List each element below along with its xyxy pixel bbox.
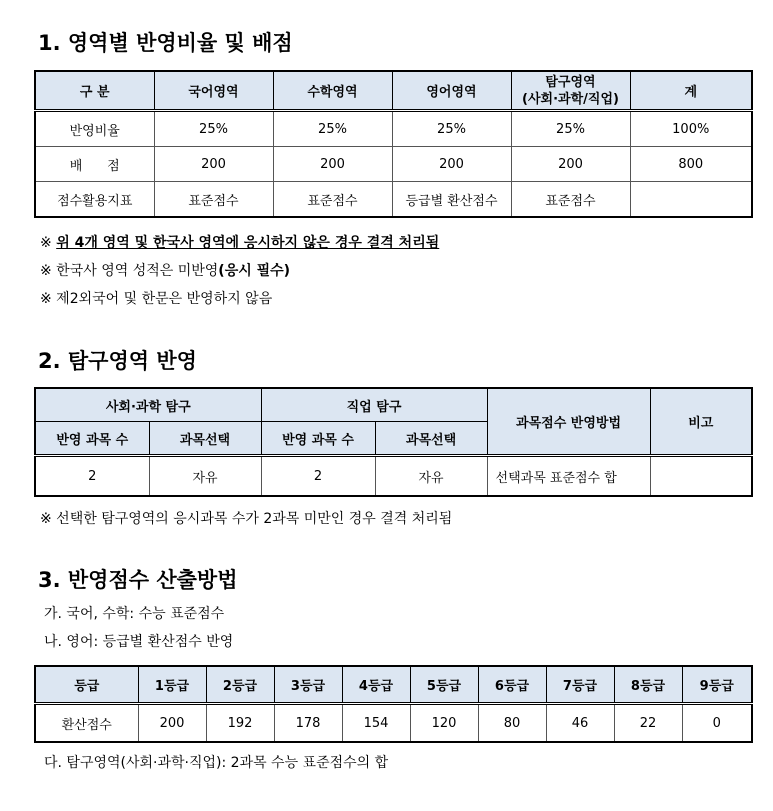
- row-label: 배 점: [35, 147, 154, 182]
- line-inquiry: 다. 탐구영역(사회·과학·직업): 2과목 수능 표준점수의 합: [44, 755, 389, 771]
- header-grade-7: 7등급: [546, 666, 614, 704]
- cell: 표준점수: [511, 182, 630, 218]
- header-subject-count: 반영 과목 수: [35, 422, 149, 456]
- cell: 192: [206, 704, 274, 743]
- cell: 200: [392, 147, 511, 182]
- row-label: 점수활용지표: [35, 182, 154, 218]
- cell: 200: [154, 147, 273, 182]
- note-disqualification: [40, 232, 439, 252]
- header-grade-3: 3등급: [274, 666, 342, 704]
- cell: 200: [511, 147, 630, 182]
- cell: 2: [35, 456, 149, 497]
- cell: 22: [614, 704, 682, 743]
- cell: 200: [138, 704, 206, 743]
- grade-header-row: [35, 666, 752, 704]
- header-inquiry: [511, 71, 630, 111]
- header-grade-9: 9등급: [682, 666, 752, 704]
- cell: 자유: [149, 456, 261, 497]
- note-inquiry-disqualification: ※ 선택한 탐구영역의 응시과목 수가 2과목 미만인 경우 결격 처리됨: [40, 511, 453, 527]
- cell: 100%: [630, 111, 752, 147]
- header-grade-4: 4등급: [342, 666, 410, 704]
- header-social-science: 사회·과학 탐구: [35, 388, 261, 422]
- table-row: [35, 147, 752, 182]
- cell: 25%: [273, 111, 392, 147]
- header-category: 구 분: [35, 71, 154, 111]
- cell: 0: [682, 704, 752, 743]
- note-korean-history: [40, 260, 290, 280]
- table-row: [35, 111, 752, 147]
- row-label: 환산점수: [35, 704, 138, 743]
- header-vocational: 직업 탐구: [261, 388, 487, 422]
- cell: 178: [274, 704, 342, 743]
- cell: 25%: [154, 111, 273, 147]
- note-foreign-language: ※ 제2외국어 및 한문은 반영하지 않음: [40, 291, 273, 307]
- cell: 200: [273, 147, 392, 182]
- section2-title: 2. 탐구영역 반영: [38, 349, 197, 373]
- cell: 2: [261, 456, 375, 497]
- header-grade-1: 1등급: [138, 666, 206, 704]
- header-grade-5: 5등급: [410, 666, 478, 704]
- section3-title: 3. 반영점수 산출방법: [38, 568, 238, 592]
- cell: 25%: [392, 111, 511, 147]
- cell: 46: [546, 704, 614, 743]
- section1-title: 1. 영역별 반영비율 및 배점: [38, 31, 293, 55]
- table-row: [35, 182, 752, 218]
- ratio-table-header: [35, 71, 752, 111]
- line-english: 나. 영어: 등급별 환산점수 반영: [44, 634, 234, 650]
- note-disqualification-text: 위 4개 영역 및 한국사 영역에 응시하지 않은 경우 결격 처리됨: [56, 235, 440, 251]
- cell: 선택과목 표준점수 합: [487, 456, 650, 497]
- cell: 자유: [375, 456, 487, 497]
- cell: 120: [410, 704, 478, 743]
- table-row: [35, 456, 752, 497]
- header-subject-count: 반영 과목 수: [261, 422, 375, 456]
- cell: 154: [342, 704, 410, 743]
- header-subject-choice: 과목선택: [375, 422, 487, 456]
- cell: 표준점수: [273, 182, 392, 218]
- cell: 등급별 환산점수: [392, 182, 511, 218]
- header-grade: 등급: [35, 666, 138, 704]
- cell: 80: [478, 704, 546, 743]
- inquiry-table: [34, 387, 753, 497]
- cell: [650, 456, 752, 497]
- inquiry-group-header: [35, 388, 752, 422]
- header-inquiry-line1: 탐구영역: [545, 74, 596, 90]
- note-mark: ※: [40, 235, 57, 251]
- header-inquiry-line2: (사회·과학/직업): [522, 91, 619, 107]
- note-korean-history-bold: (응시 필수): [218, 263, 291, 279]
- table-row: [35, 704, 752, 743]
- line-korean-math: 가. 국어, 수학: 수능 표준점수: [44, 606, 225, 622]
- header-math: 수학영역: [273, 71, 392, 111]
- header-subject-choice: 과목선택: [149, 422, 261, 456]
- header-korean: 국어영역: [154, 71, 273, 111]
- grade-table: [34, 665, 753, 743]
- header-scoring-method: 과목점수 반영방법: [487, 388, 650, 456]
- header-grade-2: 2등급: [206, 666, 274, 704]
- header-grade-6: 6등급: [478, 666, 546, 704]
- row-label: 반영비율: [35, 111, 154, 147]
- cell: 25%: [511, 111, 630, 147]
- cell: 표준점수: [154, 182, 273, 218]
- header-total: 계: [630, 71, 752, 111]
- note-korean-history-text: ※ 한국사 영역 성적은 미반영: [40, 263, 219, 279]
- cell: 800: [630, 147, 752, 182]
- cell: [630, 182, 752, 218]
- ratio-table: [34, 70, 753, 218]
- header-grade-8: 8등급: [614, 666, 682, 704]
- header-remarks: 비고: [650, 388, 752, 456]
- header-english: 영어영역: [392, 71, 511, 111]
